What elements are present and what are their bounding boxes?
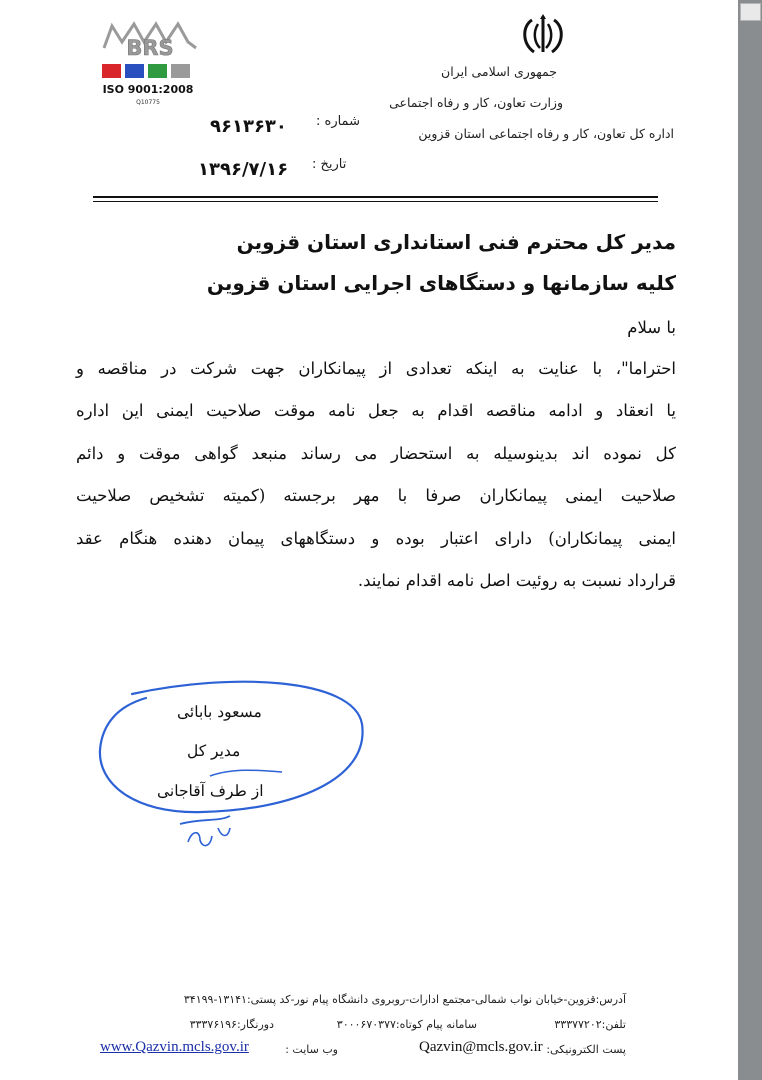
- footer-website-label: وب سایت :: [285, 1043, 338, 1056]
- body-line: صلاحیت ایمنی پیمانکاران صرفا با مهر برجسته (کمیته تشخیص صلاحیت: [76, 486, 676, 505]
- date-label: تاریخ :: [312, 157, 347, 172]
- letter-number: ۹۶۱۳۶۳۰: [210, 116, 287, 137]
- signature-oval-ink: [92, 672, 382, 872]
- logo-square-grey: [171, 64, 190, 78]
- footer-website-link[interactable]: www.Qazvin.mcls.gov.ir: [100, 1039, 249, 1055]
- signatory-on-behalf: از طرف آقاجانی: [157, 782, 264, 800]
- body-line: یا انعقاد و ادامه مناقصه اقدام به جعل نامه موقت صلاحیت ایمنی این اداره: [76, 401, 676, 420]
- header-divider-thin: [93, 201, 658, 202]
- footer-fax: دورنگار:۳۳۳۷۶۱۹۶: [189, 1018, 274, 1031]
- logo-square-red: [102, 64, 121, 78]
- footer-email-label: پست الکترونیکی:: [546, 1043, 626, 1056]
- signatory-title: مدیر کل: [187, 742, 241, 760]
- recipient-line-2: کلیه سازمانها و دستگاهای اجرایی استان قزوین: [206, 271, 676, 295]
- sidebar-watermark-text: [742, 24, 756, 584]
- logo-brand-text: BRS: [126, 36, 174, 60]
- footer-phone: تلفن:۳۳۳۷۷۲۰۲: [554, 1018, 626, 1031]
- body-line: احتراما"، با عنایت به اینکه تعدادی از پیمانکاران جهت شرکت در مناقصه و: [76, 359, 676, 378]
- footer-address: آدرس:قزوین-خیابان نواب شمالی-مجتمع ادارات-روبروی دانشگاه پیام نور-کد پستی:۱۳۱۴۱-۳۴۱۹۹: [183, 993, 626, 1006]
- recipient-line-1: مدیر کل محترم فنی استانداری استان قزوین: [236, 230, 676, 254]
- footer-email-link[interactable]: Qazvin@mcls.gov.ir: [419, 1039, 543, 1055]
- logo-iso-text: ISO 9001:2008: [102, 83, 194, 96]
- body-line: کل نموده اند بدینوسیله به استحضار می رساند منبعد گواهی موقت و دائم: [76, 444, 676, 463]
- country-name: جمهوری اسلامی ایران: [441, 64, 557, 79]
- logo-square-blue: [125, 64, 144, 78]
- body-line: قرارداد نسبت به روئیت اصل نامه اقدام نمایند.: [357, 571, 676, 590]
- logo-square-green: [148, 64, 167, 78]
- header-divider: [93, 196, 658, 198]
- greeting: با سلام: [627, 318, 676, 337]
- footer-sms: سامانه پیام کوتاه:۳۰۰۰۶۷۰۳۷۷: [336, 1018, 477, 1031]
- letter-date: ۱۳۹۶/۷/۱۶: [198, 159, 289, 180]
- signatory-name: مسعود بابائی: [177, 703, 262, 721]
- sidebar-icon: [740, 3, 761, 21]
- logo-cert-text: Q10775: [136, 99, 160, 106]
- ministry-name: وزارت تعاون، کار و رفاه اجتماعی: [389, 95, 563, 110]
- office-name: اداره کل تعاون، کار و رفاه اجتماعی استان قزوین: [418, 126, 674, 141]
- body-line: ایمنی پیمانکاران) دارای اعتبار بوده و دستگاههای پیمان دهنده هنگام عقد: [76, 529, 676, 548]
- iran-emblem-icon: [518, 12, 568, 58]
- brs-iso-logo: [96, 18, 204, 118]
- number-label: شماره :: [316, 114, 360, 129]
